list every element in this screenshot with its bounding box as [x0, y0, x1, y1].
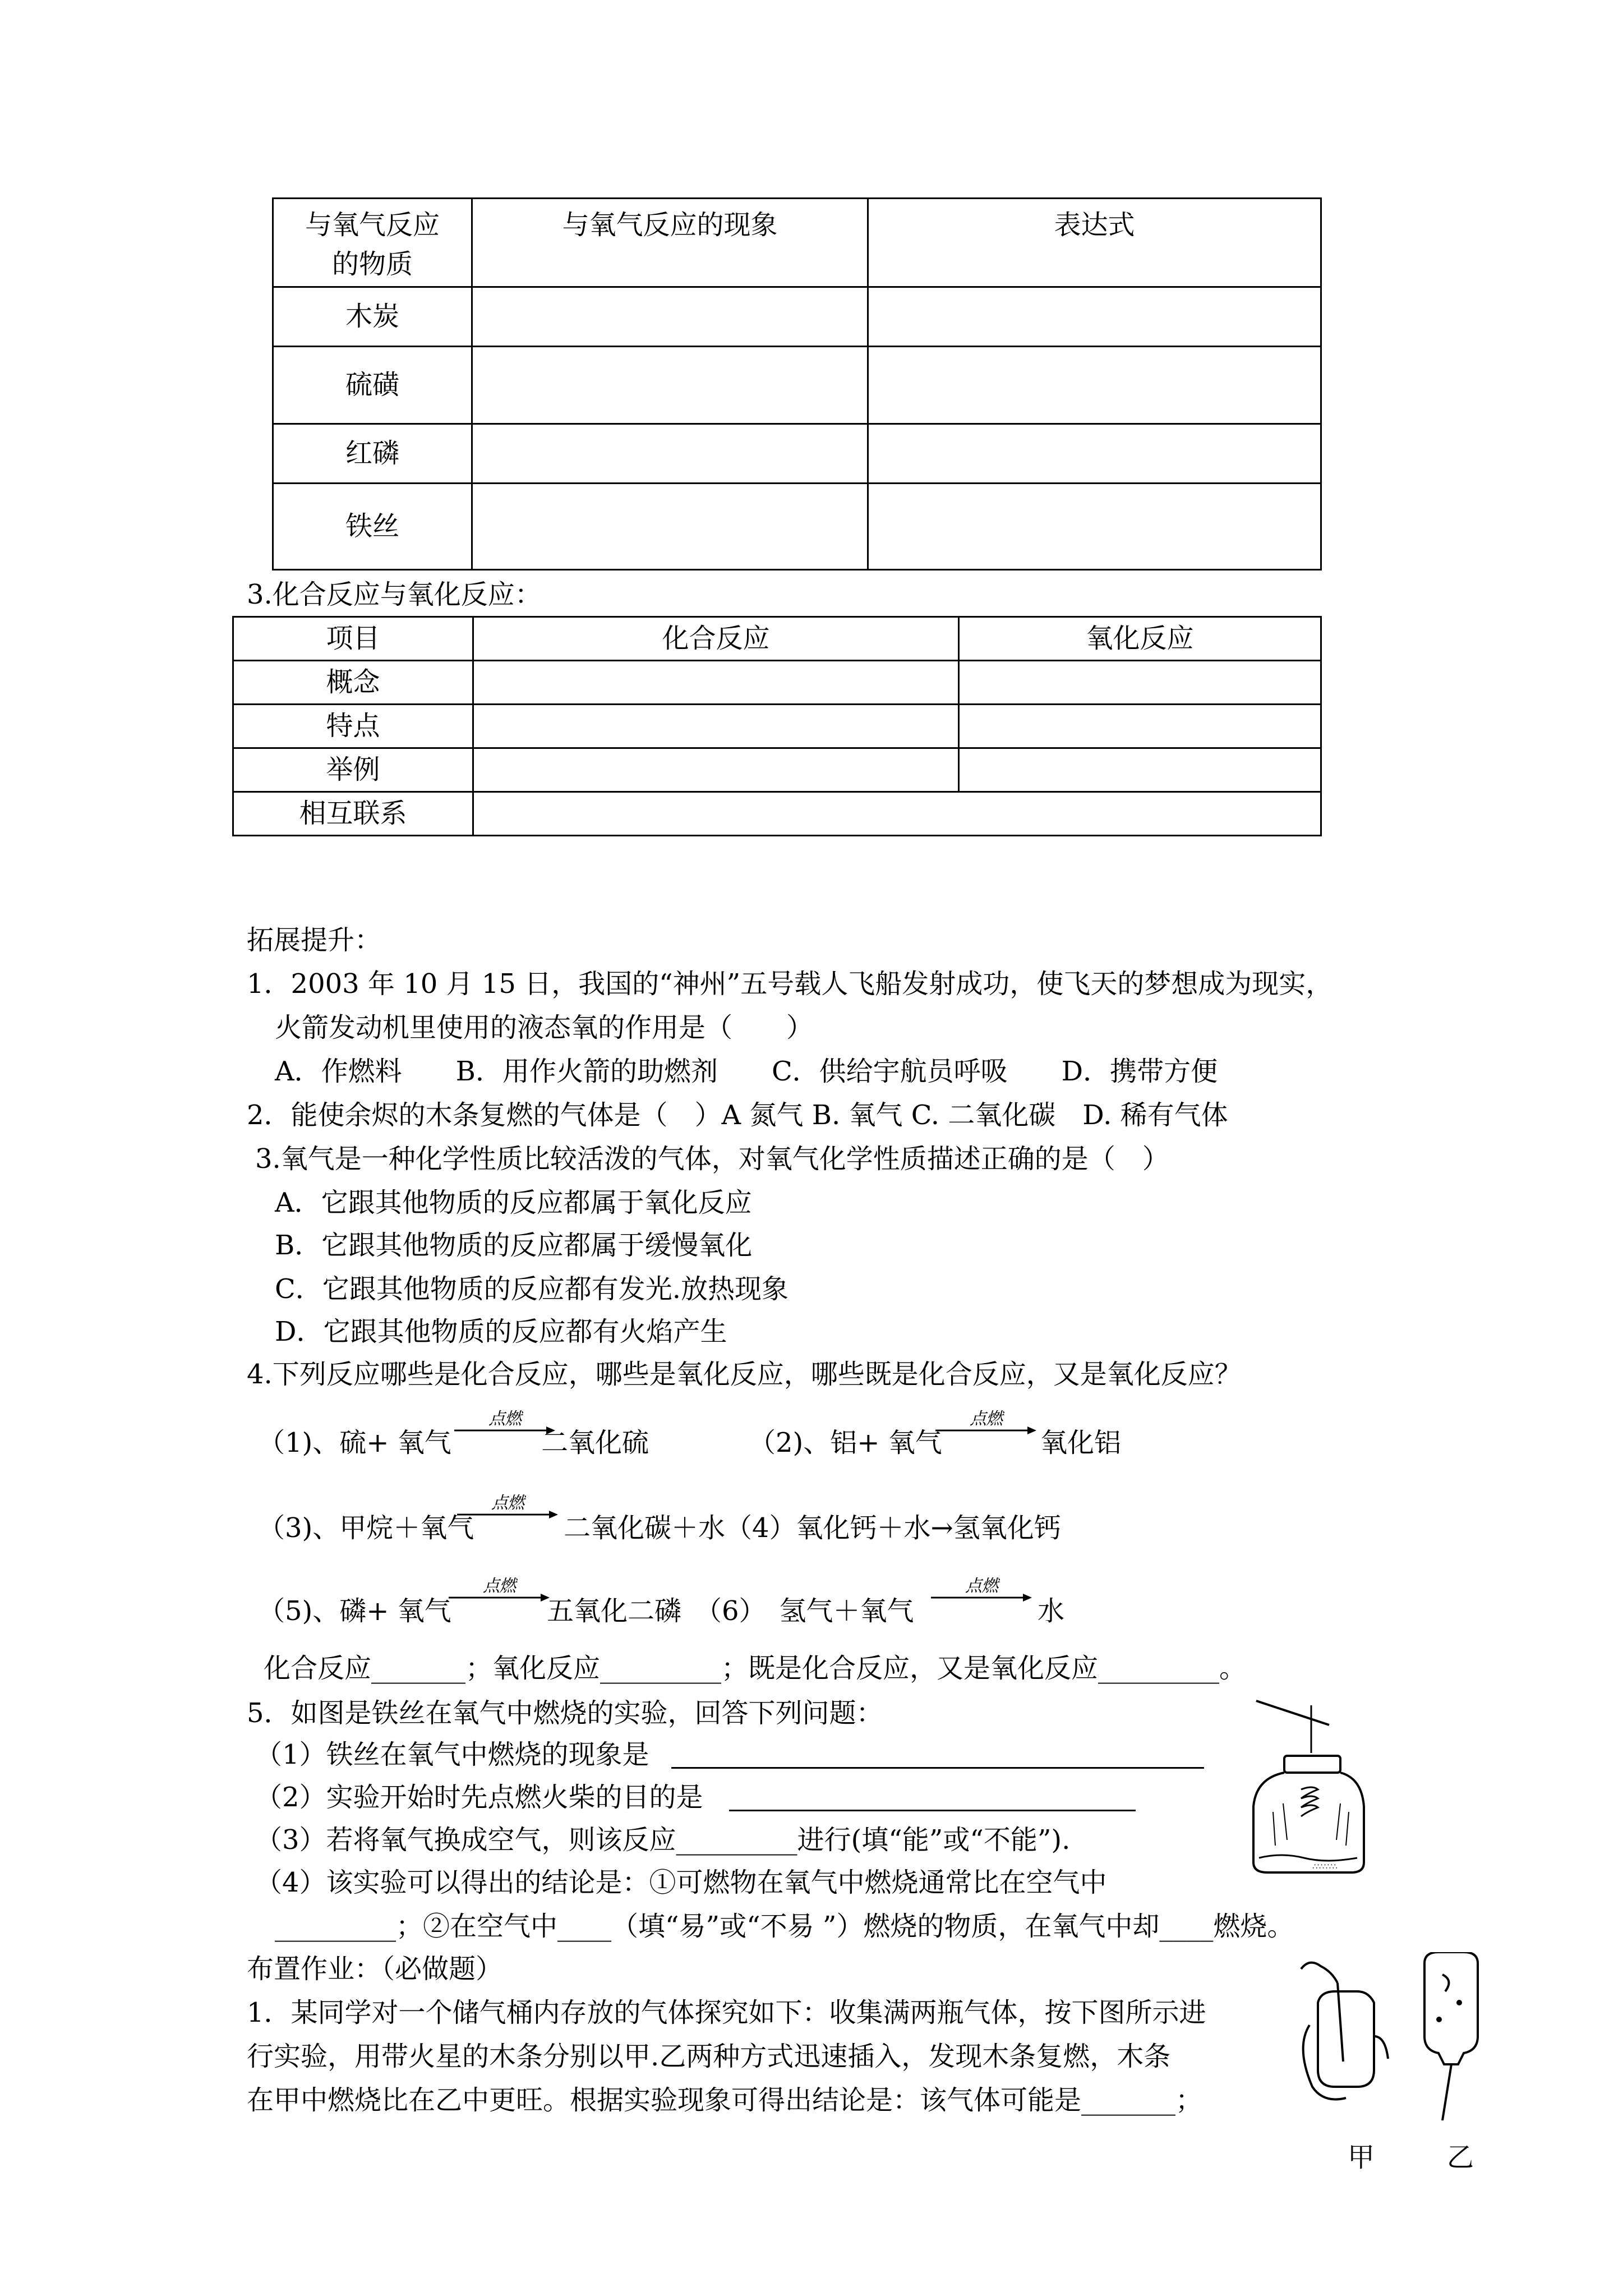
reaction-5-right: 五氧化二磷 （6） 氢气＋氧气: [547, 1595, 914, 1627]
q1-line2: 火箭发动机里使用的液态氧的作用是（ ）: [275, 1012, 814, 1043]
q5: 5．如图是铁丝在氧气中燃烧的实验，回答下列问题：: [247, 1697, 883, 1729]
table2-row-label: 相互联系: [233, 792, 473, 836]
reaction-arrow: [449, 1575, 550, 1609]
q3-option-a: A．它跟其他物质的反应都属于氧化反应: [275, 1187, 752, 1218]
q1-options: A．作燃料 B．用作火箭的助燃剂 C．供给宇航员呼吸 D．携带方便: [275, 1056, 1218, 1087]
reaction-1-left: （1)、硫+ 氧气: [258, 1427, 451, 1458]
table1-row-label: 铁丝: [273, 484, 472, 570]
homework-line3: 在甲中燃烧比在乙中更旺。根据实验现象可得出结论是：该气体可能是_______；: [247, 2085, 1203, 2116]
label-jia: 甲: [1348, 2142, 1375, 2173]
homework-line1: 1．某同学对一个储气桶内存放的气体探究如下：收集满两瓶气体，按下图所示进: [247, 1997, 1206, 2028]
arrow-right-icon: [454, 1408, 555, 1442]
table2-header-item: 项目: [233, 617, 473, 661]
homework-title: 布置作业：（必做题）: [247, 1953, 503, 1985]
q5-part4a: （4）该实验可以得出的结论是：①可燃物在氧气中燃烧通常比在空气中: [255, 1867, 1107, 1898]
comparison-table: [232, 616, 1322, 836]
table2-cell: [959, 705, 1321, 748]
table1-header-expression: 表达式: [868, 199, 1321, 287]
table1-header-substance: 与氧气反应 的物质: [273, 199, 472, 287]
reaction-arrow: [454, 1408, 555, 1442]
table1-cell: [868, 287, 1321, 347]
arrow-label: 点燃: [970, 1409, 1002, 1429]
q3-option-c: C．它跟其他物质的反应都有发光.放热现象: [275, 1273, 789, 1305]
answer-blank[interactable]: [729, 1810, 1136, 1811]
table1-cell: [868, 424, 1321, 484]
arrow-right-icon: [457, 1492, 558, 1526]
iron-wire-jar-figure: [1234, 1694, 1368, 1879]
table1-cell: [472, 287, 868, 347]
svg-text:∴∵∴∵∴: ∴∵∴∵∴: [1312, 1862, 1338, 1871]
table1-cell: [472, 424, 868, 484]
q4: 4.下列反应哪些是化合反应，哪些是氧化反应，哪些既是化合反应，又是氧化反应？: [247, 1359, 1242, 1390]
q1-line1: 1．2003 年 10 月 15 日，我国的“神州”五号载人飞船发射成功，使飞天的梦想成为现实，: [247, 968, 1333, 1000]
table2-row-label: 特点: [233, 705, 473, 748]
q5-part3: （3）若将氧气换成空气，则该反应_________进行(填“能”或“不能”).: [255, 1824, 1071, 1856]
reaction-3-left: （3)、甲烷＋氧气: [258, 1512, 474, 1544]
table2-cell-merged: [473, 792, 1321, 836]
table2-header-combination: 化合反应: [473, 617, 959, 661]
label-yi: 乙: [1447, 2142, 1474, 2173]
q4-answer: 化合反应_______；氧化反应_________；既是化合反应，又是氧化反应_________。: [264, 1653, 1247, 1684]
table1-cell: [868, 484, 1321, 570]
table2-header-oxidation: 氧化反应: [959, 617, 1321, 661]
table2-row-label: 概念: [233, 661, 473, 705]
q5-part1: （1）铁丝在氧气中燃烧的现象是: [255, 1739, 649, 1770]
table1-cell: [868, 347, 1321, 424]
reaction-arrow: [935, 1408, 1036, 1442]
table2-cell: [473, 748, 959, 792]
gas-bottles-figure: [1295, 1952, 1509, 2120]
table1-row-label: 硫磺: [273, 347, 472, 424]
section3-title: 3.化合反应与氧化反应：: [247, 579, 542, 610]
reaction-5-left: （5)、磷+ 氧气: [258, 1595, 451, 1627]
reaction-1-right: 二氧化硫: [541, 1427, 649, 1458]
table1-row-label: 红磷: [273, 424, 472, 484]
arrow-right-icon: [449, 1575, 550, 1609]
table2-cell: [473, 661, 959, 705]
table2-row-label: 举例: [233, 748, 473, 792]
arrow-label: 点燃: [491, 1493, 524, 1513]
q3: 3.氧气是一种化学性质比较活泼的气体，对氧气化学性质描述正确的是（ ）: [255, 1143, 1169, 1175]
arrow-label: 点燃: [488, 1409, 521, 1429]
table2-cell: [473, 705, 959, 748]
reaction-2-left: （2)、铝+ 氧气: [749, 1427, 942, 1458]
table1-cell: [472, 347, 868, 424]
q3-option-b: B．它跟其他物质的反应都属于缓慢氧化: [275, 1230, 753, 1261]
reaction-6-right: 水: [1038, 1595, 1065, 1627]
table1-cell: [472, 484, 868, 570]
q2: 2．能使余烬的木条复燃的气体是（ ）A 氮气 B. 氧气 C. 二氧化碳 D. 稀有气体: [247, 1099, 1228, 1131]
reaction-table: [272, 197, 1322, 570]
q3-option-d: D．它跟其他物质的反应都有火焰产生: [275, 1316, 727, 1347]
arrow-right-icon: [935, 1408, 1036, 1442]
reaction-2-right: 氧化铝: [1040, 1427, 1122, 1458]
reaction-arrow: [931, 1575, 1032, 1609]
table1-row-label: 木炭: [273, 287, 472, 347]
arrow-right-icon: [931, 1575, 1032, 1609]
arrow-label: 点燃: [965, 1576, 998, 1596]
reaction-3-right: 二氧化碳＋水（4）氧化钙＋水→氢氧化钙: [564, 1512, 1061, 1544]
table1-header-phenomenon: 与氧气反应的现象: [472, 199, 868, 287]
q5-part4b: _________；②在空气中____（填“易”或“不易 ”）燃烧的物质，在氧气中却____燃烧。: [275, 1911, 1294, 1942]
homework-line2: 行实验，用带火星的木条分别以甲.乙两种方式迅速插入，发现木条复燃，木条: [247, 2041, 1171, 2072]
table2-cell: [959, 748, 1321, 792]
answer-blank[interactable]: [671, 1767, 1204, 1769]
extend-title: 拓展提升：: [247, 924, 382, 956]
table2-cell: [959, 661, 1321, 705]
reaction-arrow: [457, 1492, 558, 1526]
arrow-label: 点燃: [483, 1576, 515, 1596]
q5-part2: （2）实验开始时先点燃火柴的目的是: [255, 1782, 703, 1813]
